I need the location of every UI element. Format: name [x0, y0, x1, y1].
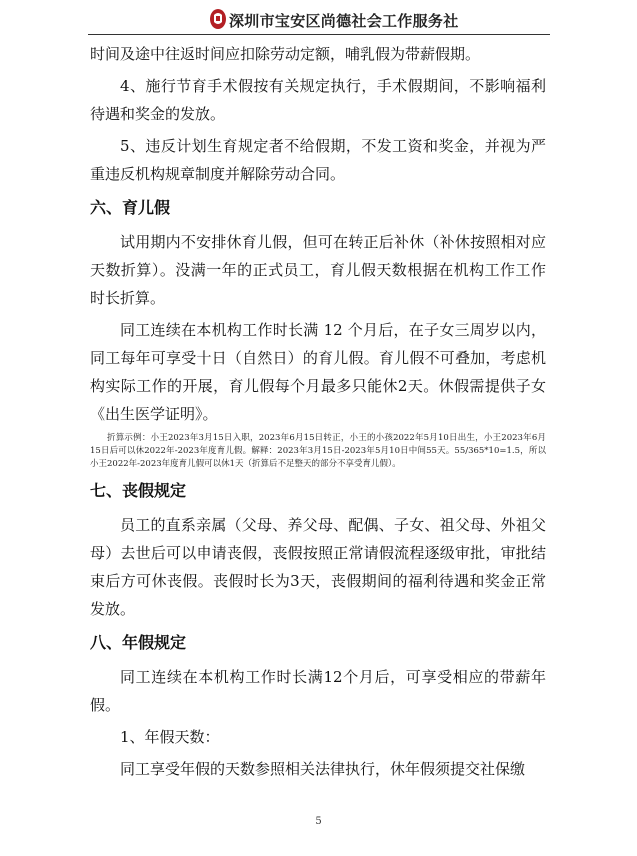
organization-name: 深圳市宝安区尚德社会工作服务社: [229, 12, 459, 30]
section-heading-annual-leave: 八、年假规定: [90, 633, 187, 652]
red-seal-logo-icon: [209, 8, 227, 30]
paragraph-continuation: 时间及途中往返时间应扣除劳动定额，哺乳假为带薪假期。: [90, 45, 481, 63]
page-header: [0, 0, 637, 36]
paragraph-item-5: 5、违反计划生育规定者不给假期，不发工资和奖金，并视为严重违反机构规章制度并解除劳动合同。: [90, 137, 546, 183]
page-number: 5: [315, 816, 322, 827]
section-heading-bereavement-leave: 七、丧假规定: [90, 481, 187, 500]
paragraph-annual-eligibility: 同工连续在本机构工作时长满12个月后，可享受相应的带薪年假。: [90, 668, 546, 714]
paragraph-bereavement: 员工的直系亲属（父母、养父母、配偶、子女、祖父母、外祖父母）去世后可以申请丧假，丧假按照正常请假流程逐级审批，审批结束后方可休丧假。丧假时长为3天，丧假期间的福利待遇和奖金正常发放。: [90, 516, 546, 618]
paragraph-annual-days-label: 1、年假天数：: [120, 728, 220, 746]
paragraph-item-4: 4、施行节育手术假按有关规定执行，手术假期间，不影响福利待遇和奖金的发放。: [90, 77, 546, 123]
paragraph-annual-days: 同工享受年假的天数参照相关法律执行，休年假须提交社保缴: [120, 760, 526, 778]
document-body: [90, 40, 546, 783]
section-heading-parental-leave: 六、育儿假: [90, 198, 171, 217]
paragraph-parental-entitlement: 同工连续在本机构工作时长满 12 个月后，在子女三周岁以内，同工每年可享受十日（自然日）的育儿假。育儿假不可叠加，考虑机构实际工作的开展，育儿假每个月最多只能休2天。休假需提供子女《出生医学证明》。: [90, 321, 546, 423]
header-rule: [88, 34, 550, 35]
paragraph-probation: 试用期内不安排休育儿假，但可在转正后补休（补休按照相对应天数折算）。没满一年的正式员工，育儿假天数根据在机构工作工作时长折算。: [90, 233, 546, 307]
calculation-example-note: 折算示例：小王2023年3月15日入职，2023年6月15日转正，小王的小孩2022年5月10日出生，小王2023年6月15日后可以休2022年-2023年度育儿假。解释：2023年3月15日-2023年5月10日中间55天。55/365*10=1.5，所以小王2022年-2023年度育儿假可以休1天（折算后不足整天的部分不享受育儿假）。: [90, 433, 546, 469]
